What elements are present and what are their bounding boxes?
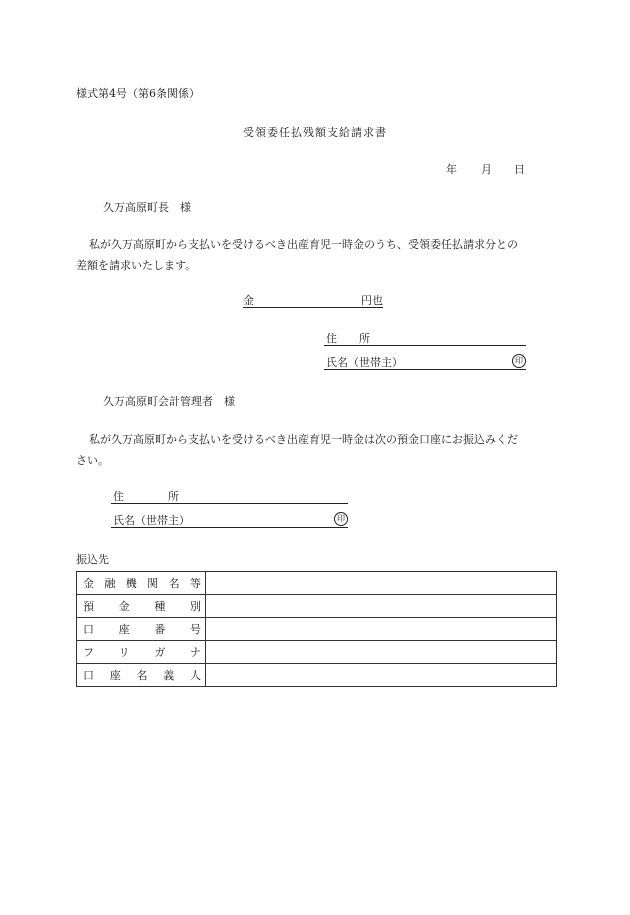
table-row	[77, 572, 557, 595]
payee-address-field[interactable]	[111, 488, 348, 504]
applicant-name-field[interactable]	[324, 354, 526, 370]
addressee-treasurer: 久万高原町会計管理者 様	[103, 395, 235, 408]
applicant-address-field[interactable]	[324, 330, 526, 346]
label-char: 機	[125, 577, 137, 590]
account-type-label	[77, 595, 206, 618]
form-number: 様式第4号（第6条関係）	[76, 87, 200, 100]
label-char: 口	[83, 623, 94, 636]
table-row	[77, 664, 557, 687]
form-title: 受領委任払残額支給請求書	[243, 126, 387, 139]
payee-address-label: 住 所	[113, 490, 179, 503]
label-char: 口	[83, 669, 94, 682]
label-char: フ	[83, 646, 94, 659]
date-day-label: 日	[514, 163, 525, 176]
applicant-name-label: 氏名（世帯主）	[326, 356, 403, 369]
label-char: 号	[189, 623, 201, 636]
label-char: 座	[109, 669, 121, 682]
transfer-text-line-1: 私が久万高原町から支払いを受けるべき出産育児一時金は次の預金口座にお振込みくだ	[89, 433, 518, 446]
label-char: 融	[104, 577, 116, 590]
amount-prefix: 金	[243, 294, 254, 307]
amount-suffix: 円也	[361, 294, 383, 307]
label-char: 番	[154, 623, 166, 636]
furigana-value[interactable]	[206, 641, 557, 664]
addressee-mayor: 久万高原町長 様	[103, 201, 191, 214]
label-char: ガ	[154, 646, 166, 659]
bank-account-table	[76, 571, 557, 687]
label-char: 種	[154, 600, 166, 613]
label-char: 名	[168, 577, 180, 590]
account-number-value[interactable]	[206, 618, 557, 641]
seal-mark: 印	[512, 354, 526, 368]
label-char: 別	[189, 600, 201, 613]
table-row	[77, 641, 557, 664]
bank-name-value[interactable]	[206, 572, 557, 595]
transfer-destination-heading: 振込先	[76, 553, 109, 566]
amount-field[interactable]	[243, 292, 383, 308]
label-char: 金	[118, 600, 130, 613]
label-char: リ	[118, 646, 130, 659]
date-month-label: 月	[481, 163, 492, 176]
label-char: 人	[190, 669, 201, 682]
account-number-label	[77, 618, 206, 641]
applicant-address-label: 住 所	[326, 332, 370, 345]
transfer-text-line-2: さい。	[76, 454, 109, 467]
seal-mark: 印	[334, 512, 348, 526]
bank-name-label	[77, 572, 206, 595]
label-char: 座	[118, 623, 130, 636]
request-text-line-2: 差額を請求いたします。	[76, 259, 197, 272]
label-char: 義	[163, 669, 175, 682]
account-type-value[interactable]	[206, 595, 557, 618]
payee-name-field[interactable]	[111, 512, 348, 528]
account-holder-label	[77, 664, 206, 687]
label-char: ナ	[189, 646, 201, 659]
date-year-label: 年	[446, 163, 457, 176]
label-char: 関	[147, 577, 159, 590]
label-char: 金	[83, 577, 94, 590]
label-char: 預	[83, 600, 94, 613]
furigana-label	[77, 641, 206, 664]
table-row	[77, 618, 557, 641]
payee-name-label: 氏名（世帯主）	[113, 514, 190, 527]
label-char: 等	[189, 577, 201, 590]
label-char: 名	[136, 669, 148, 682]
account-holder-value[interactable]	[206, 664, 557, 687]
request-text-line-1: 私が久万高原町から支払いを受けるべき出産育児一時金のうち、受領委任払請求分との	[89, 238, 518, 251]
table-row	[77, 595, 557, 618]
